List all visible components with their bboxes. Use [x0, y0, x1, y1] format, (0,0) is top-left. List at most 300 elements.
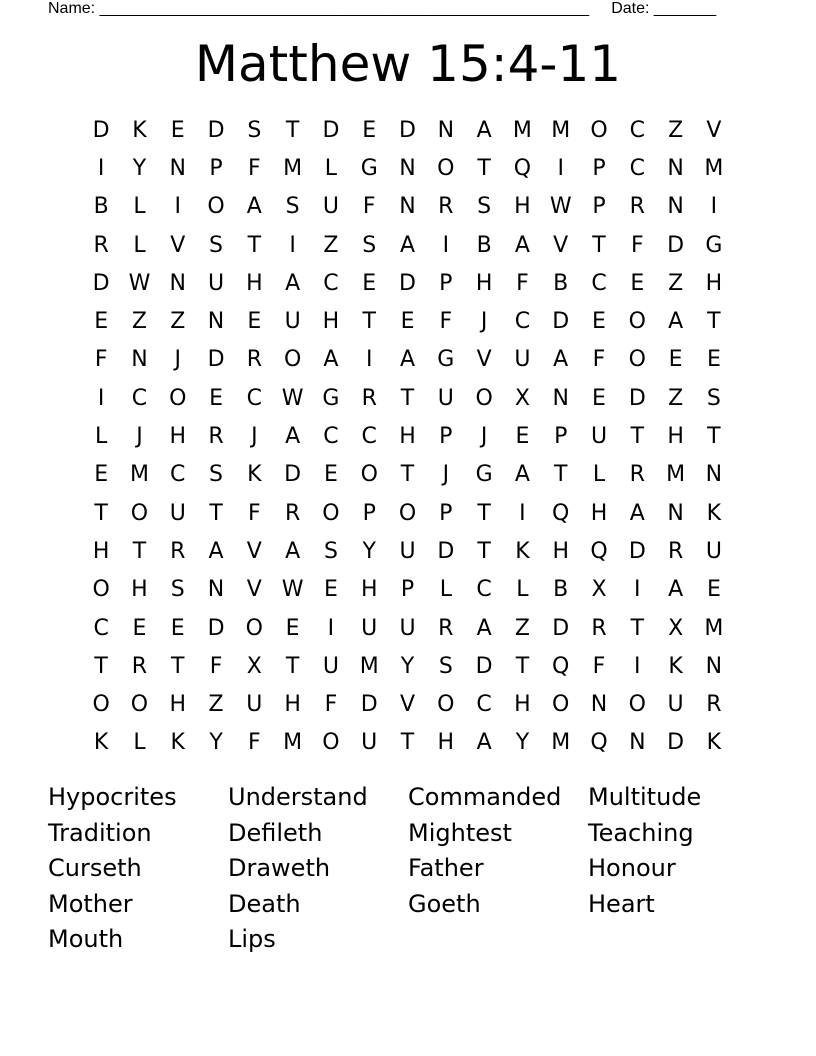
grid-letter: H [514, 692, 531, 718]
grid-letter: T [477, 500, 491, 526]
grid-letter: T [400, 730, 415, 756]
grid-letter: D [207, 615, 225, 641]
grid-letter: F [248, 730, 261, 756]
grid-letter: J [251, 424, 258, 450]
word-list-item: Mightest [408, 818, 512, 847]
grid-letter: F [248, 500, 261, 526]
grid-letter: Z [208, 692, 224, 718]
grid-letter: R [284, 500, 301, 526]
grid-letter: E [132, 615, 147, 641]
grid-letter: O [92, 692, 110, 718]
grid-letter: S [706, 385, 721, 411]
grid-letter: M [129, 462, 149, 488]
grid-letter: X [514, 385, 530, 411]
grid-letter: C [93, 615, 109, 641]
word-list-item: Honour [588, 854, 676, 882]
grid-letter: U [169, 500, 186, 526]
grid-letter: D [552, 615, 570, 641]
grid-letter: R [591, 615, 607, 641]
grid-letter: F [592, 653, 606, 679]
grid-letter: U [322, 194, 339, 220]
grid-letter: M [359, 653, 379, 679]
grid-letter: O [437, 692, 455, 718]
grid-letter: O [92, 577, 110, 603]
grid-letter: X [591, 577, 607, 603]
grid-letter: Q [513, 155, 532, 181]
word-list-item: Mother [48, 889, 133, 918]
grid-letter: Q [590, 538, 608, 564]
grid-letter: W [281, 385, 304, 411]
grid-letter: T [477, 155, 491, 181]
word-search-grid [82, 111, 733, 762]
grid-letter: I [710, 194, 718, 220]
grid-letter: J [174, 347, 181, 373]
grid-letter: O [245, 615, 263, 641]
grid-letter: H [169, 692, 187, 718]
grid-letter: U [207, 270, 225, 296]
grid-letter: M [512, 117, 532, 143]
grid-letter: E [94, 309, 109, 335]
word-list-item: Goeth [408, 889, 481, 918]
grid-letter: M [283, 730, 303, 756]
grid-letter: L [133, 232, 146, 258]
word-list-item: Multitude [588, 783, 702, 811]
grid-letter: Z [668, 270, 684, 296]
grid-letter: N [207, 577, 225, 603]
grid-letter: U [399, 538, 416, 564]
grid-letter: U [399, 615, 416, 641]
word-list-item: Draweth [228, 854, 331, 882]
word-list-item: Lips [228, 925, 276, 953]
grid-letter: P [400, 577, 415, 603]
grid-letter: E [592, 385, 606, 411]
grid-letter: T [400, 462, 415, 488]
grid-letter: P [592, 155, 606, 181]
grid-letter: P [592, 194, 606, 220]
grid-letter: I [97, 385, 105, 411]
grid-letter: V [246, 538, 262, 564]
grid-letter: B [553, 577, 569, 603]
grid-letter: T [362, 309, 376, 335]
grid-letter: J [480, 424, 488, 450]
grid-letter: O [169, 385, 187, 411]
grid-letter: D [437, 538, 455, 564]
grid-letter: O [283, 347, 302, 373]
word-list-item: Understand [228, 783, 368, 811]
grid-letter: D [284, 462, 302, 488]
grid-letter: X [246, 653, 262, 679]
grid-letter: N [705, 653, 723, 679]
grid-letter: F [248, 155, 261, 181]
grid-letter: P [439, 424, 453, 450]
grid-letter: I [442, 232, 450, 258]
grid-letter: B [553, 270, 569, 296]
grid-letter: L [133, 194, 146, 220]
page-title: Matthew 15:4-11 [194, 35, 622, 93]
grid-letter: H [322, 309, 340, 335]
grid-letter: T [477, 538, 491, 564]
grid-letter: A [399, 347, 416, 373]
grid-letter: O [552, 692, 570, 718]
grid-letter: U [246, 692, 263, 718]
grid-letter: E [323, 577, 338, 603]
grid-letter: R [629, 194, 645, 220]
grid-letter: D [628, 385, 646, 411]
grid-letter: D [322, 117, 340, 143]
grid-letter: D [628, 538, 646, 564]
grid-letter: O [628, 692, 646, 718]
grid-letter: O [437, 155, 455, 181]
grid-letter: V [399, 692, 416, 718]
grid-letter: O [360, 462, 378, 488]
grid-letter: M [704, 615, 724, 641]
grid-letter: Q [552, 653, 570, 679]
word-list-item: Teaching [588, 818, 694, 847]
grid-letter: A [476, 117, 492, 143]
grid-letter: R [667, 538, 684, 564]
grid-letter: R [438, 194, 454, 220]
grid-letter: V [553, 232, 569, 258]
grid-letter: N [667, 194, 684, 220]
grid-letter: H [131, 577, 148, 603]
grid-letter: D [667, 232, 685, 258]
grid-letter: O [475, 385, 493, 411]
grid-letter: L [439, 577, 452, 603]
grid-letter: C [476, 577, 492, 603]
grid-letter: C [131, 385, 148, 411]
grid-letter: C [629, 155, 645, 181]
grid-letter: N [705, 462, 723, 488]
grid-letter: N [629, 730, 646, 756]
grid-letter: Q [552, 500, 570, 526]
grid-letter: A [208, 538, 224, 564]
grid-letter: M [283, 155, 303, 181]
grid-letter: K [132, 117, 147, 143]
grid-letter: O [130, 500, 149, 526]
grid-letter: T [94, 653, 108, 679]
grid-letter: Z [131, 309, 147, 335]
grid-letter: L [95, 424, 108, 450]
grid-letter: P [209, 155, 223, 181]
grid-letter: T [630, 615, 645, 641]
grid-letter: F [362, 194, 376, 220]
grid-letter: E [94, 462, 109, 488]
grid-letter: G [437, 347, 455, 373]
grid-letter: P [362, 500, 376, 526]
grid-letter: K [668, 653, 683, 679]
grid-letter: T [132, 538, 147, 564]
grid-letter: D [399, 270, 416, 296]
grid-letter: E [323, 462, 338, 488]
grid-letter: H [475, 270, 493, 296]
grid-letter: E [592, 309, 606, 335]
grid-letter: N [169, 270, 186, 296]
grid-letter: C [170, 462, 186, 488]
grid-letter: L [592, 462, 606, 488]
grid-letter: A [285, 538, 301, 564]
grid-letter: C [323, 424, 339, 450]
grid-letter: A [323, 347, 339, 373]
grid-letter: F [592, 347, 606, 373]
grid-letter: V [170, 232, 186, 258]
grid-letter: R [706, 692, 722, 718]
grid-letter: N [437, 117, 455, 143]
grid-letter: K [93, 730, 109, 756]
grid-letter: I [97, 155, 105, 181]
grid-letter: M [551, 117, 571, 143]
grid-letter: U [590, 424, 608, 450]
grid-letter: P [439, 270, 453, 296]
grid-letter: U [705, 538, 722, 564]
grid-letter: N [552, 385, 569, 411]
grid-letter: A [629, 500, 645, 526]
grid-letter: T [707, 309, 721, 335]
grid-letter: T [400, 385, 415, 411]
grid-letter: H [92, 538, 110, 564]
grid-letter: A [476, 730, 492, 756]
word-list-item: Father [408, 854, 484, 882]
grid-letter: S [323, 538, 338, 564]
grid-letter: U [514, 347, 531, 373]
grid-letter: N [169, 155, 186, 181]
word-list-item: Commanded [408, 783, 562, 811]
grid-letter: A [514, 232, 530, 258]
grid-letter: U [284, 309, 301, 335]
grid-letter: N [399, 155, 416, 181]
grid-letter: D [667, 730, 685, 756]
grid-letter: T [285, 117, 300, 143]
grid-letter: N [667, 500, 684, 526]
grid-letter: H [514, 194, 531, 220]
grid-letter: Z [323, 232, 339, 258]
grid-letter: Z [668, 385, 684, 411]
grid-letter: O [322, 500, 340, 526]
grid-letter: R [629, 462, 645, 488]
grid-letter: E [170, 117, 185, 143]
grid-letter: W [281, 577, 304, 603]
grid-letter: S [170, 577, 185, 603]
grid-letter: U [361, 615, 378, 641]
grid-letter: U [667, 692, 684, 718]
grid-letter: E [209, 385, 223, 411]
grid-letter: I [289, 232, 296, 258]
grid-letter: A [668, 309, 684, 335]
grid-letter: T [592, 232, 606, 258]
grid-letter: M [704, 155, 724, 181]
grid-letter: F [324, 692, 338, 718]
grid-letter: D [360, 692, 378, 718]
grid-letter: I [519, 500, 526, 526]
grid-letter: D [399, 117, 416, 143]
grid-letter: K [247, 462, 262, 488]
grid-letter: V [706, 117, 722, 143]
grid-letter: F [630, 232, 644, 258]
grid-letter: D [552, 309, 570, 335]
grid-letter: T [285, 653, 300, 679]
grid-letter: H [169, 424, 187, 450]
grid-letter: H [590, 500, 608, 526]
grid-letter: D [207, 347, 225, 373]
grid-letter: S [209, 232, 224, 258]
word-list-item: Hypocrites [48, 783, 177, 811]
grid-letter: N [590, 692, 608, 718]
grid-letter: G [322, 385, 340, 411]
grid-letter: Y [515, 730, 530, 756]
grid-letter: Y [400, 653, 415, 679]
grid-letter: R [170, 538, 186, 564]
grid-letter: T [553, 462, 568, 488]
grid-letter: E [630, 270, 645, 296]
grid-letter: L [324, 155, 338, 181]
grid-letter: T [707, 424, 721, 450]
word-list-item: Defileth [228, 818, 323, 847]
grid-letter: Z [514, 615, 530, 641]
grid-letter: H [552, 538, 569, 564]
grid-letter: V [246, 577, 262, 603]
grid-letter: A [553, 347, 569, 373]
grid-letter: N [207, 309, 225, 335]
grid-letter: O [322, 730, 340, 756]
grid-letter: I [174, 194, 181, 220]
grid-letter: I [327, 615, 335, 641]
grid-letter: J [480, 309, 488, 335]
grid-letter: M [666, 462, 686, 488]
grid-letter: I [634, 653, 641, 679]
grid-letter: D [475, 653, 493, 679]
grid-letter: G [475, 462, 493, 488]
grid-letter: D [207, 117, 225, 143]
grid-letter: Q [590, 730, 608, 756]
grid-letter: V [476, 347, 492, 373]
grid-letter: A [246, 194, 262, 220]
grid-letter: C [476, 692, 492, 718]
grid-letter: P [554, 424, 568, 450]
grid-letter: T [515, 653, 530, 679]
grid-letter: A [399, 232, 416, 258]
grid-letter: N [667, 155, 684, 181]
grid-letter: K [515, 538, 530, 564]
grid-letter: S [209, 462, 224, 488]
grid-letter: M [551, 730, 571, 756]
grid-letter: H [399, 424, 416, 450]
grid-letter: T [630, 424, 645, 450]
grid-letter: E [706, 347, 721, 373]
grid-letter: R [438, 615, 454, 641]
grid-letter: T [94, 500, 108, 526]
grid-letter: R [361, 385, 377, 411]
grid-letter: H [705, 270, 723, 296]
grid-letter: E [170, 615, 185, 641]
grid-letter: B [476, 232, 492, 258]
grid-letter: Z [668, 117, 684, 143]
grid-letter: F [516, 270, 529, 296]
grid-letter: F [209, 653, 223, 679]
grid-letter: H [360, 577, 378, 603]
grid-letter: A [285, 424, 301, 450]
grid-letter: A [285, 270, 301, 296]
grid-letter: O [207, 194, 225, 220]
grid-letter: N [399, 194, 416, 220]
grid-letter: R [208, 424, 224, 450]
grid-letter: G [705, 232, 723, 258]
grid-letter: N [131, 347, 148, 373]
word-list-item: Death [228, 889, 301, 918]
grid-letter: K [706, 500, 722, 526]
grid-letter: T [209, 500, 223, 526]
grid-letter: S [362, 232, 377, 258]
grid-letter: C [323, 270, 339, 296]
grid-letter: L [133, 730, 146, 756]
grid-letter: Y [362, 538, 376, 564]
grid-letter: K [170, 730, 185, 756]
grid-letter: H [667, 424, 684, 450]
grid-letter: O [628, 347, 646, 373]
grid-letter: K [706, 730, 722, 756]
grid-letter: F [94, 347, 108, 373]
grid-letter: S [247, 117, 262, 143]
grid-letter: U [361, 730, 378, 756]
grid-letter: R [246, 347, 262, 373]
grid-letter: E [400, 309, 415, 335]
grid-letter: Y [209, 730, 223, 756]
grid-letter: E [515, 424, 530, 450]
grid-letter: C [514, 309, 531, 335]
grid-letter: I [557, 155, 564, 181]
grid-letter: Y [132, 155, 147, 181]
grid-letter: R [131, 653, 148, 679]
grid-letter: E [668, 347, 683, 373]
grid-letter: H [284, 692, 301, 718]
grid-letter: X [668, 615, 684, 641]
word-list-item: Curseth [48, 854, 142, 882]
grid-letter: E [247, 309, 262, 335]
grid-letter: W [128, 270, 151, 296]
grid-letter: E [285, 615, 300, 641]
grid-letter: D [92, 117, 110, 143]
word-list-item: Tradition [48, 818, 152, 847]
grid-letter: O [398, 500, 417, 526]
grid-letter: O [130, 692, 149, 718]
grid-letter: H [246, 270, 263, 296]
grid-letter: S [477, 194, 492, 220]
grid-letter: T [247, 232, 262, 258]
grid-letter: C [629, 117, 645, 143]
grid-letter: J [442, 462, 450, 488]
grid-letter: S [438, 653, 453, 679]
grid-letter: U [322, 653, 339, 679]
grid-letter: E [706, 577, 721, 603]
grid-letter: Z [170, 309, 186, 335]
grid-letter: U [437, 385, 454, 411]
grid-letter: O [628, 309, 646, 335]
word-list-item: Heart [588, 889, 655, 918]
grid-letter: A [514, 462, 530, 488]
grid-letter: S [285, 194, 300, 220]
grid-letter: A [668, 577, 684, 603]
grid-letter: C [246, 385, 263, 411]
grid-letter: D [92, 270, 110, 296]
grid-letter: H [437, 730, 455, 756]
grid-letter: F [439, 309, 453, 335]
grid-letter: T [171, 653, 185, 679]
name-date-line: Name: _______________________________________________________ Date: _______ [48, 0, 717, 17]
grid-letter: E [362, 117, 377, 143]
grid-letter: W [549, 194, 572, 220]
grid-letter: R [93, 232, 109, 258]
grid-letter: A [476, 615, 492, 641]
word-list [48, 780, 768, 958]
grid-letter: G [360, 155, 378, 181]
